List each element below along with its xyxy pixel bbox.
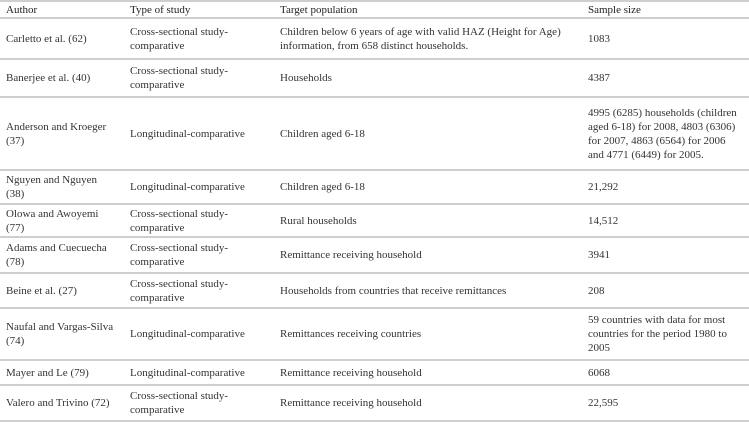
sample-size-cell: 3941 — [582, 237, 749, 273]
author-cell: Anderson and Kroeger (37) — [0, 97, 124, 170]
type-cell: Cross-sectional study-comparative — [124, 385, 274, 421]
table-row — [0, 308, 749, 360]
table-row — [0, 97, 749, 170]
type-cell: Cross-sectional study-comparative — [124, 18, 274, 59]
table-row — [0, 204, 749, 237]
author-cell: Naufal and Vargas-Silva (74) — [0, 308, 124, 360]
sample-size-cell: 22,595 — [582, 385, 749, 421]
sample-size-cell: 208 — [582, 273, 749, 308]
author-cell: Carletto et al. (62) — [0, 18, 124, 59]
header-row — [0, 1, 749, 18]
sample-size-cell: 21,292 — [582, 170, 749, 204]
population-cell: Children aged 6-18 — [274, 97, 582, 170]
type-cell: Longitudinal-comparative — [124, 170, 274, 204]
population-cell: Households from countries that receive remittances — [274, 273, 582, 308]
population-cell: Remittance receiving household — [274, 237, 582, 273]
author-cell: Mayer and Le (79) — [0, 360, 124, 385]
sample-size-cell: 6068 — [582, 360, 749, 385]
population-cell: Rural households — [274, 204, 582, 237]
table-row — [0, 385, 749, 421]
table-row — [0, 237, 749, 273]
sample-size-cell: 59 countries with data for most countries for the period 1980 to 2005 — [582, 308, 749, 360]
population-cell: Remittance receiving household — [274, 385, 582, 421]
table-row — [0, 273, 749, 308]
sample-size-cell: 1083 — [582, 18, 749, 59]
type-cell: Cross-sectional study-comparative — [124, 59, 274, 97]
population-cell: Remittance receiving household — [274, 360, 582, 385]
sample-size-cell: 14,512 — [582, 204, 749, 237]
sample-size-cell: 4387 — [582, 59, 749, 97]
type-cell: Longitudinal-comparative — [124, 308, 274, 360]
type-cell: Cross-sectional study-comparative — [124, 204, 274, 237]
author-cell: Beine et al. (27) — [0, 273, 124, 308]
author-cell: Adams and Cuecuecha (78) — [0, 237, 124, 273]
type-cell: Cross-sectional study-comparative — [124, 273, 274, 308]
author-cell: Banerjee et al. (40) — [0, 59, 124, 97]
table-row — [0, 18, 749, 59]
type-cell: Cross-sectional study-comparative — [124, 237, 274, 273]
type-cell: Longitudinal-comparative — [124, 97, 274, 170]
type-cell: Longitudinal-comparative — [124, 360, 274, 385]
author-cell: Nguyen and Nguyen (38) — [0, 170, 124, 204]
author-cell: Valero and Trivino (72) — [0, 385, 124, 421]
population-cell: Children below 6 years of age with valid HAZ (Height for Age) information, from 658 distinct households. — [274, 18, 582, 59]
header-sample: Sample size — [582, 1, 749, 18]
table-row — [0, 170, 749, 204]
table-row — [0, 360, 749, 385]
sample-size-cell: 4995 (6285) households (children aged 6-18) for 2008, 4803 (6306) for 2007, 4863 (6564) for 2006 and 4771 (6449) for 2005. — [582, 97, 749, 170]
population-cell: Households — [274, 59, 582, 97]
header-type: Type of study — [124, 1, 274, 18]
population-cell: Remittances receiving countries — [274, 308, 582, 360]
population-cell: Children aged 6-18 — [274, 170, 582, 204]
header-author: Author — [0, 1, 124, 18]
header-population: Target population — [274, 1, 582, 18]
author-cell: Olowa and Awoyemi (77) — [0, 204, 124, 237]
table-row — [0, 59, 749, 97]
